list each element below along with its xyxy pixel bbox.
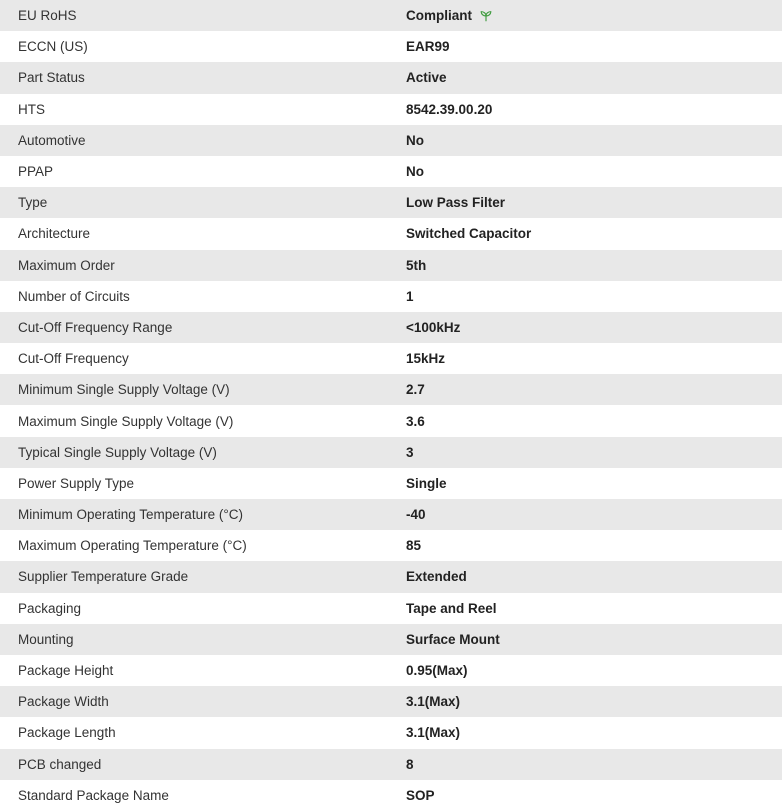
spec-value: 5th bbox=[406, 257, 427, 273]
spec-label: Minimum Operating Temperature (°C) bbox=[18, 507, 243, 523]
spec-label: Mounting bbox=[18, 631, 74, 647]
spec-label: Part Status bbox=[18, 70, 85, 86]
spec-label: PPAP bbox=[18, 164, 54, 180]
spec-value: -40 bbox=[406, 507, 426, 523]
spec-value: 3.6 bbox=[406, 413, 425, 429]
spec-label: HTS bbox=[18, 101, 45, 117]
spec-label: Supplier Temperature Grade bbox=[18, 569, 189, 585]
spec-value: 0.95(Max) bbox=[406, 663, 468, 679]
spec-row-supplier-temp-grade bbox=[0, 561, 782, 592]
spec-value-text: Compliant bbox=[406, 8, 472, 24]
spec-row-type bbox=[0, 187, 782, 218]
spec-label: PCB changed bbox=[18, 756, 102, 772]
spec-label: Package Width bbox=[18, 694, 109, 710]
spec-value: 3.1(Max) bbox=[406, 694, 461, 710]
spec-row-cutoff-frequency-range bbox=[0, 312, 782, 343]
spec-row-architecture bbox=[0, 218, 782, 249]
spec-row-hts bbox=[0, 94, 782, 125]
spec-value: 8542.39.00.20 bbox=[406, 101, 493, 117]
spec-label: Maximum Single Supply Voltage (V) bbox=[18, 413, 234, 429]
spec-row-min-supply-voltage bbox=[0, 374, 782, 405]
spec-label: ECCN (US) bbox=[18, 39, 88, 55]
spec-row-power-supply-type bbox=[0, 468, 782, 499]
spec-label: Packaging bbox=[18, 600, 82, 616]
spec-row-eu-rohs bbox=[0, 0, 782, 31]
spec-row-automotive bbox=[0, 125, 782, 156]
spec-value: Single bbox=[406, 475, 447, 491]
spec-row-part-status bbox=[0, 62, 782, 93]
spec-row-pcb-changed bbox=[0, 749, 782, 780]
spec-label: Standard Package Name bbox=[18, 787, 169, 803]
spec-value: Switched Capacitor bbox=[406, 226, 532, 242]
spec-value: Active bbox=[406, 70, 447, 86]
spec-value: 1 bbox=[406, 288, 414, 304]
spec-value: Tape and Reel bbox=[406, 600, 497, 616]
spec-row-cutoff-frequency bbox=[0, 343, 782, 374]
spec-label: Maximum Operating Temperature (°C) bbox=[18, 538, 247, 554]
spec-row-package-height bbox=[0, 655, 782, 686]
spec-row-max-supply-voltage bbox=[0, 405, 782, 436]
spec-row-number-of-circuits bbox=[0, 281, 782, 312]
leaf-icon bbox=[479, 9, 493, 23]
spec-label: Cut-Off Frequency bbox=[18, 351, 129, 367]
spec-label: Power Supply Type bbox=[18, 475, 135, 491]
spec-label: Package Length bbox=[18, 725, 116, 741]
spec-row-package-width bbox=[0, 686, 782, 717]
spec-row-eccn bbox=[0, 31, 782, 62]
spec-row-mounting bbox=[0, 624, 782, 655]
spec-label: Cut-Off Frequency Range bbox=[18, 319, 173, 335]
spec-label: Number of Circuits bbox=[18, 288, 130, 304]
spec-value: 3 bbox=[406, 444, 414, 460]
spec-value: Extended bbox=[406, 569, 467, 585]
spec-value bbox=[388, 8, 782, 23]
spec-value: 3.1(Max) bbox=[406, 725, 461, 741]
spec-value: 8 bbox=[406, 756, 414, 772]
spec-row-ppap bbox=[0, 156, 782, 187]
spec-label: Architecture bbox=[18, 226, 91, 242]
spec-row-maximum-order bbox=[0, 250, 782, 281]
spec-label: Typical Single Supply Voltage (V) bbox=[18, 444, 217, 460]
spec-value: 85 bbox=[406, 538, 422, 554]
spec-label: Minimum Single Supply Voltage (V) bbox=[18, 382, 230, 398]
spec-label: EU RoHS bbox=[18, 8, 77, 24]
spec-label: Maximum Order bbox=[18, 257, 115, 273]
spec-value: No bbox=[406, 132, 424, 148]
spec-value: 15kHz bbox=[406, 351, 446, 367]
spec-label: Type bbox=[18, 195, 48, 211]
spec-row-packaging bbox=[0, 593, 782, 624]
spec-row-min-operating-temp bbox=[0, 499, 782, 530]
spec-label: Automotive bbox=[18, 132, 86, 148]
spec-row-typical-supply-voltage bbox=[0, 437, 782, 468]
spec-label: Package Height bbox=[18, 663, 114, 679]
spec-row-max-operating-temp bbox=[0, 530, 782, 561]
spec-value: No bbox=[406, 164, 424, 180]
spec-value: 2.7 bbox=[406, 382, 425, 398]
spec-value: <100kHz bbox=[406, 319, 461, 335]
spec-value: Low Pass Filter bbox=[406, 195, 506, 211]
spec-value: Surface Mount bbox=[406, 631, 500, 647]
spec-row-package-length bbox=[0, 717, 782, 748]
spec-value: EAR99 bbox=[406, 39, 450, 55]
spec-value: SOP bbox=[406, 787, 435, 803]
spec-row-standard-package-name bbox=[0, 780, 782, 811]
